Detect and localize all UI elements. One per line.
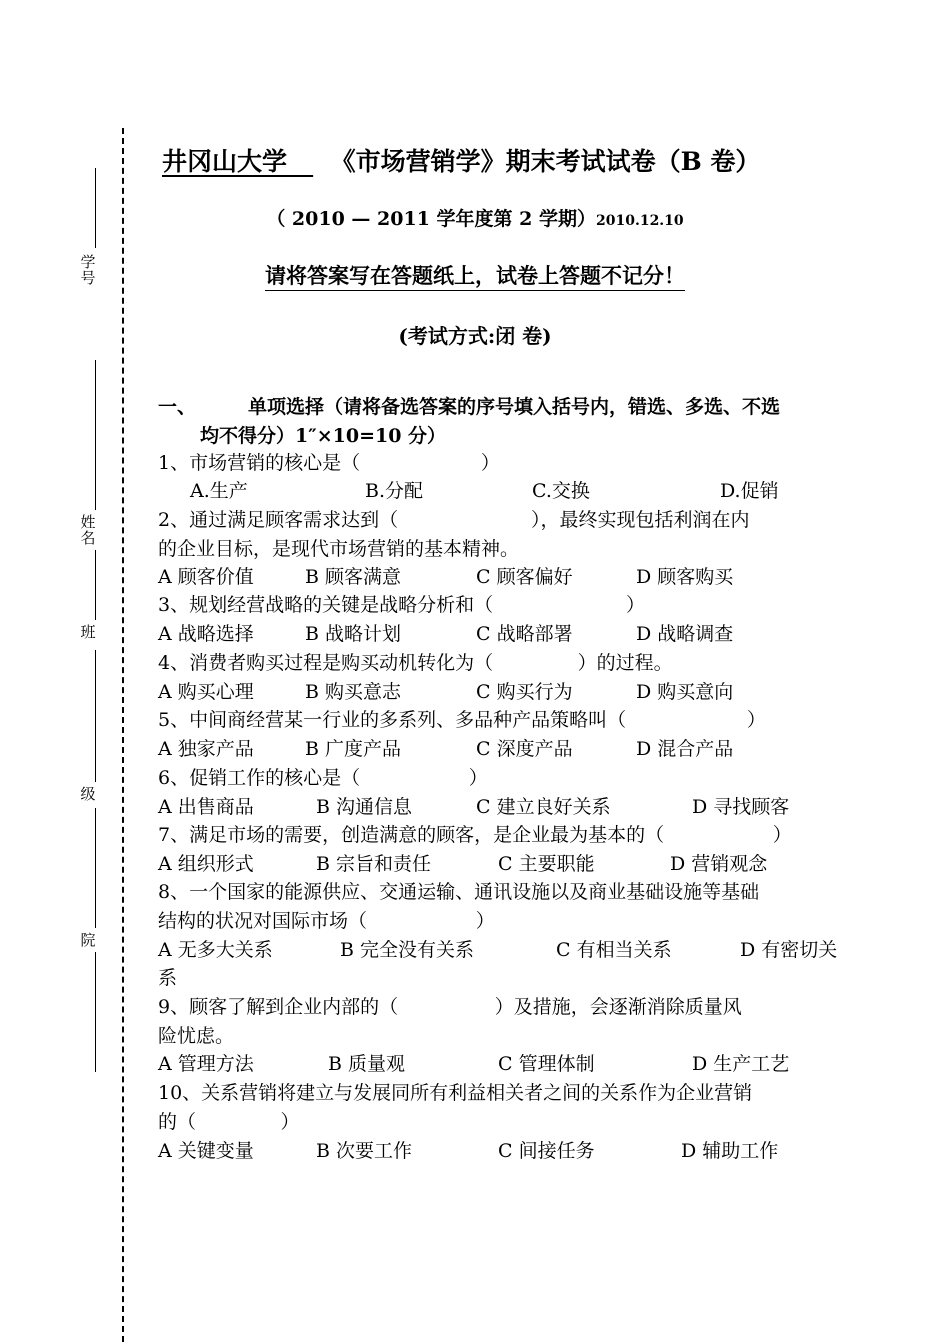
question-3-option-c: C 战略部署: [476, 623, 573, 645]
question-4-option-b: B 购买意志: [305, 681, 402, 703]
exam-mode: (考试方式:闭 卷): [398, 324, 552, 348]
question-5-line-1: 5、中间商经营某一行业的多系列、多品种产品策略叫（ ）: [158, 709, 766, 731]
school-name: 井冈山大学: [162, 147, 288, 176]
question-6-line-1: 6、促销工作的核心是（ ）: [158, 767, 488, 789]
question-9-option-c: C 管理体制: [498, 1053, 595, 1075]
binding-rule-bottom: [95, 952, 96, 1072]
question-7-option-c: C 主要职能: [498, 853, 595, 875]
question-8-option-a: A 无多大关系: [158, 939, 273, 961]
question-8-option-d: D 有密切关: [740, 939, 838, 961]
question-2-option-b: B 顾客满意: [305, 566, 402, 588]
question-1-option-d: D.促销: [720, 480, 779, 502]
section-title-line2: 均不得分）1″×10=10 分）: [200, 425, 447, 447]
question-2-option-d: D 顾客购买: [636, 566, 734, 588]
binding-rule-class-ji: [95, 650, 96, 782]
question-9-line-2: 险忧虑。: [158, 1025, 235, 1047]
question-4-line-1: 4、消费者购买过程是购买动机转化为（ ）的过程。: [158, 652, 673, 674]
section-title-line1: 单项选择（请将备选答案的序号填入括号内，错选、多选、不选: [248, 396, 781, 418]
answer-notice: [0, 260, 950, 290]
binding-label-class-ji: 级: [80, 785, 96, 803]
question-3-option-a: A 战略选择: [158, 623, 254, 645]
binding-dashed-line: [122, 128, 124, 1342]
question-2-option-a: A 顾客价值: [158, 566, 254, 588]
question-7-option-a: A 组织形式: [158, 853, 254, 875]
question-10-option-b: B 次要工作: [316, 1140, 413, 1162]
question-7-option-b: B 宗旨和责任: [316, 853, 432, 875]
question-5-option-d: D 混合产品: [636, 738, 734, 760]
question-3-option-b: B 战略计划: [305, 623, 402, 645]
question-6-option-c: C 建立良好关系: [476, 796, 611, 818]
term-text: （ 2010 — 2011 学年度第 2 学期）: [266, 208, 596, 230]
binding-rule-class-ban: [95, 550, 96, 620]
question-6-option-d: D 寻找顾客: [692, 796, 790, 818]
question-9-option-d: D 生产工艺: [692, 1053, 790, 1075]
binding-label-college: 院: [80, 931, 96, 949]
question-3-line-1: 3、规划经营战略的关键是战略分析和（ ）: [158, 594, 645, 616]
question-8-option-tail: 系: [158, 967, 178, 989]
question-9-option-a: A 管理方法: [158, 1053, 254, 1075]
question-4-option-a: A 购买心理: [158, 681, 254, 703]
question-1-option-a: A.生产: [190, 480, 248, 502]
question-6-option-b: B 沟通信息: [316, 796, 413, 818]
binding-label-class-ban: 班: [80, 623, 96, 641]
binding-label-name: 姓名: [80, 513, 96, 547]
question-5-option-a: A 独家产品: [158, 738, 254, 760]
question-7-line-1: 7、满足市场的需要，创造满意的顾客，是企业最为基本的（ ）: [158, 824, 792, 846]
question-9-option-b: B 质量观: [328, 1053, 406, 1075]
question-8-option-c: C 有相当关系: [556, 939, 672, 961]
question-4-option-d: D 购买意向: [636, 681, 734, 703]
question-10-option-c: C 间接任务: [498, 1140, 595, 1162]
binding-rule-name: [95, 360, 96, 510]
question-1-option-b: B.分配: [365, 480, 424, 502]
question-8-line-2: 结构的状况对国际市场（ ）: [158, 910, 495, 932]
term-line: [0, 204, 950, 231]
question-8-line-1: 8、一个国家的能源供应、交通运输、通讯设施以及商业基础设施等基础: [158, 881, 760, 903]
question-2-line-1: 2、通过满足顾客需求达到（ ），最终实现包括利润在内: [158, 509, 750, 531]
section-heading: [158, 392, 780, 419]
question-1-option-c: C.交换: [532, 480, 590, 502]
question-10-line-1: 10、关系营销将建立与发展同所有利益相关者之间的关系作为企业营销: [158, 1082, 753, 1104]
question-2-option-c: C 顾客偏好: [476, 566, 573, 588]
binding-label-student-id: 学号: [80, 253, 96, 287]
question-5-option-c: C 深度产品: [476, 738, 573, 760]
question-9-line-1: 9、顾客了解到企业内部的（ ）及措施，会逐渐消除质量风: [158, 996, 742, 1018]
question-10-line-2: 的（ ）: [158, 1111, 300, 1133]
question-8-option-b: B 完全没有关系: [340, 939, 475, 961]
question-3-option-d: D 战略调查: [636, 623, 734, 645]
question-7-option-d: D 营销观念: [670, 853, 768, 875]
exam-title: [162, 142, 760, 178]
answer-notice-text: 请将答案写在答题纸上，试卷上答题不记分！: [265, 263, 685, 291]
question-4-option-c: C 购买行为: [476, 681, 573, 703]
question-1-line-1: 1、市场营销的核心是（ ）: [158, 452, 500, 474]
question-10-option-a: A 关键变量: [158, 1140, 254, 1162]
question-5-option-b: B 广度产品: [305, 738, 402, 760]
question-10-option-d: D 辅助工作: [681, 1140, 779, 1162]
binding-rule-college: [95, 808, 96, 928]
section-number: 一、: [158, 396, 197, 418]
question-2-line-2: 的企业目标，是现代市场营销的基本精神。: [158, 538, 520, 560]
course-title: 《市场营销学》期末考试试卷（B 卷）: [330, 147, 761, 176]
question-6-option-a: A 出售商品: [158, 796, 254, 818]
exam-date: 2010.12.10: [595, 213, 684, 229]
